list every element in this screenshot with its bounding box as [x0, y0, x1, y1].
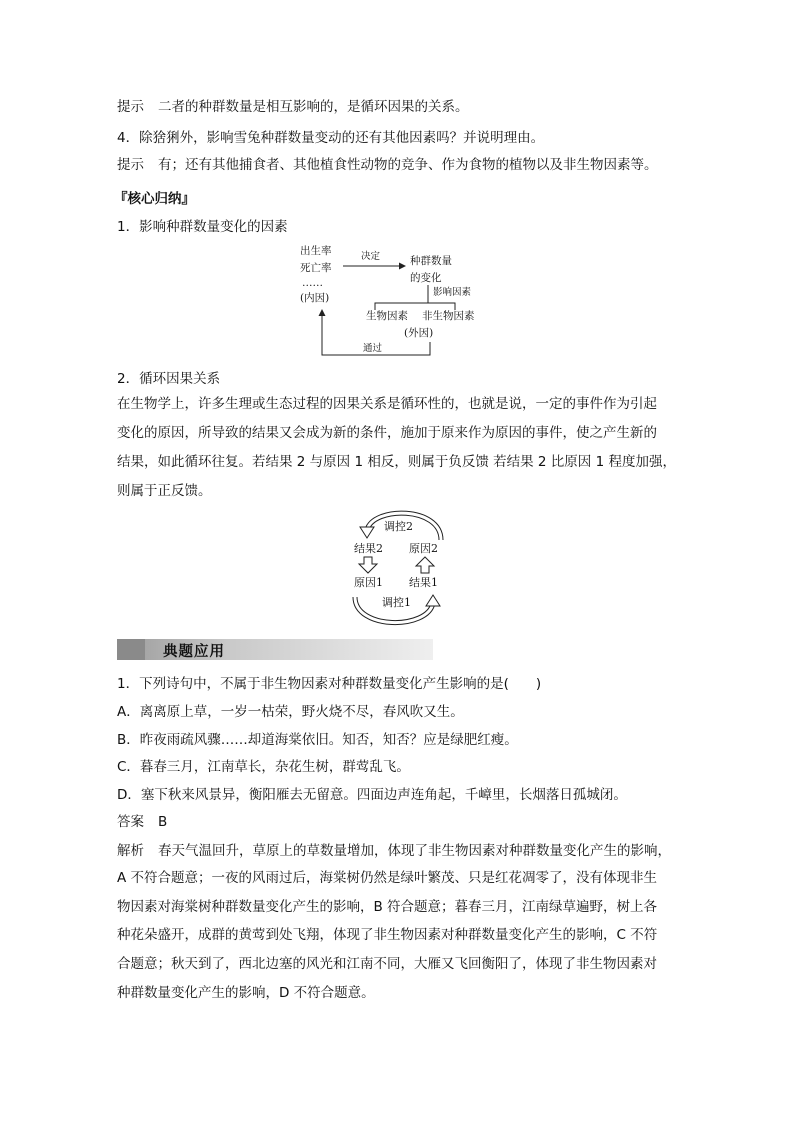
- biotic-factors-label: 生物因素: [366, 310, 408, 322]
- birth-rate-label: 出生率: [300, 245, 332, 257]
- death-rate-label: 死亡率: [300, 262, 332, 274]
- hint-label: 提示: [117, 99, 144, 115]
- control-2-label: 调控2: [384, 520, 413, 533]
- result-2-label: 结果2: [354, 542, 383, 555]
- paragraph-line: 则属于正反馈。: [117, 483, 212, 499]
- analysis-line: 物因素对海棠树种群数量变化产生的影响，B 符合题意；暮春三月，江南绿草遍野，树上各: [117, 899, 658, 915]
- top-arrowhead: [360, 527, 374, 538]
- control-1-label: 调控1: [382, 596, 411, 609]
- hint-text: 二者的种群数量是相互影响的，是循环因果的关系。: [158, 99, 469, 115]
- analysis-text: 春天气温回升，草原上的草数量增加，体现了非生物因素对种群数量变化产生的影响，: [158, 843, 671, 859]
- analysis-line: 种群数量变化产生的影响，D 不符合题意。: [117, 985, 375, 1001]
- answer-line: [117, 813, 167, 831]
- question-stem: 1．下列诗句中，不属于非生物因素对种群数量变化产生影响的是( ): [117, 676, 542, 692]
- item-1-heading: 1．影响种群数量变化的因素: [117, 219, 288, 235]
- analysis-line: [117, 842, 671, 860]
- item-2-heading: 2．循环因果关系: [117, 371, 221, 387]
- hint-text: 有；还有其他捕食者、其他植食性动物的竞争、作为食物的植物以及非生物因素等。: [158, 157, 658, 173]
- ellipsis-label: ……: [302, 277, 323, 289]
- option-c: C．暮春三月，江南草长，杂花生树，群莺乱飞。: [117, 759, 410, 775]
- external-cause-label: (外因): [404, 327, 434, 339]
- analysis-line: 合题意；秋天到了，西北边塞的风光和江南不同，大雁又飞回衡阳了，体现了非生物因素对: [117, 956, 657, 972]
- bottom-arrowhead: [426, 595, 440, 606]
- section-title: 典题应用: [163, 644, 225, 660]
- up-block-arrow: [416, 557, 434, 573]
- influence-factors-label: 影响因素: [433, 287, 472, 298]
- decide-label: 决定: [361, 251, 381, 262]
- abiotic-factors-label: 非生物因素: [422, 310, 475, 322]
- down-block-arrow: [359, 557, 377, 573]
- paragraph-line: 结果，如此循环往复。若结果 2 与原因 1 相反，则属于负反馈 若结果 2 比原因 1 程度加强，: [117, 454, 676, 470]
- option-b: B．昨夜雨疏风骤……却道海棠依旧。知否，知否？应是绿肥红瘦。: [117, 732, 518, 748]
- analysis-line: A 不符合题意；一夜的风雨过后，海棠树仍然是绿叶繁茂、只是红花凋零了，没有体现非生: [117, 870, 658, 886]
- population-change-label-2: 的变化: [410, 272, 442, 284]
- internal-cause-label: (内因): [300, 292, 330, 304]
- option-a: A．离离原上草，一岁一枯荣，野火烧不尽，春风吹又生。: [117, 704, 464, 720]
- via-label: 通过: [363, 343, 383, 354]
- banner-block: [117, 639, 145, 660]
- cause-2-label: 原因2: [409, 542, 438, 555]
- analysis-line: 种花朵盛开，成群的黄莺到处飞翔，体现了非生物因素对种群数量变化产生的影响，C 不符: [117, 927, 658, 943]
- population-change-label-1: 种群数量: [410, 255, 452, 267]
- answer-label: 答案: [117, 814, 144, 830]
- summary-heading: 『核心归纳』: [114, 191, 195, 207]
- answer-value: B: [158, 814, 168, 830]
- result-1-label: 结果1: [409, 576, 438, 589]
- section-banner: [117, 639, 433, 660]
- cause-1-label: 原因1: [354, 576, 383, 589]
- option-d: D．塞下秋来风景异，衡阳雁去无留意。四面边声连角起，千嶂里，长烟落日孤城闭。: [117, 787, 627, 803]
- hint-label: 提示: [117, 157, 144, 173]
- analysis-label: 解析: [117, 843, 144, 859]
- question-4: 4．除猞猁外，影响雪兔种群数量变动的还有其他因素吗？并说明理由。: [117, 130, 545, 146]
- paragraph-line: 在生物学上，许多生理或生态过程的因果关系是循环性的，也就是说，一定的事件作为引起: [117, 396, 657, 412]
- paragraph-line: 变化的原因，所导致的结果又会成为新的条件，施加于原来作为原因的事件，使之产生新的: [117, 425, 657, 441]
